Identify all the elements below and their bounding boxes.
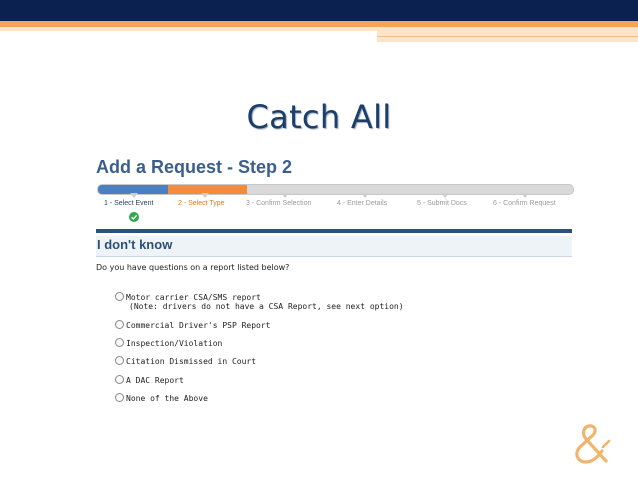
progress-marker xyxy=(361,193,369,198)
radio-button[interactable] xyxy=(115,393,124,402)
option-label: Inspection/Violation xyxy=(126,339,223,348)
radio-button[interactable] xyxy=(115,338,124,347)
option-label: A DAC Report xyxy=(126,376,184,385)
section-title: I don't know xyxy=(97,237,173,252)
slide-title: Catch All xyxy=(246,98,392,136)
question-text: Do you have questions on a report listed below? xyxy=(96,263,290,272)
option-inspection-violation[interactable] xyxy=(115,338,222,348)
progress-marker xyxy=(201,193,209,198)
section-divider xyxy=(96,229,572,233)
decorative-line xyxy=(377,36,638,37)
option-label: Motor carrier CSA/SMS report xyxy=(126,293,261,302)
option-citation-dismissed[interactable] xyxy=(115,356,256,366)
radio-button[interactable] xyxy=(115,320,124,329)
form-title: Add a Request - Step 2 xyxy=(96,157,293,177)
option-label: Citation Dismissed in Court xyxy=(126,357,257,366)
radio-button[interactable] xyxy=(115,375,124,384)
section-underline xyxy=(96,256,572,257)
step-3-label: 3 - Confirm Selection xyxy=(246,200,312,207)
progress-marker xyxy=(281,193,289,198)
progress-marker xyxy=(521,193,529,198)
step-6-label: 6 - Confirm Request xyxy=(493,200,556,207)
radio-button[interactable] xyxy=(115,292,124,301)
progress-marker xyxy=(130,193,138,198)
step-4-label: 4 - Enter Details xyxy=(337,200,388,207)
top-header-bar xyxy=(0,0,638,21)
step-1-label: 1 - Select Event xyxy=(104,200,154,207)
radio-button[interactable] xyxy=(115,356,124,365)
option-note: (Note: drivers do not have a CSA Report, see next option) xyxy=(129,302,404,311)
option-label: Commercial Driver's PSP Report xyxy=(126,321,271,330)
step-2-label: 2 - Select Type xyxy=(178,200,225,207)
check-circle-icon xyxy=(129,212,139,222)
option-psp-report[interactable] xyxy=(115,320,271,330)
option-motor-carrier-report[interactable] xyxy=(115,292,261,302)
step-5-label: 5 - Submit Docs xyxy=(417,200,467,207)
option-dac-report[interactable] xyxy=(115,375,184,385)
option-none-of-the-above[interactable] xyxy=(115,393,208,403)
ampersand-logo-icon xyxy=(572,421,614,465)
option-label: None of the Above xyxy=(126,394,208,403)
progress-bar xyxy=(97,184,574,195)
progress-marker xyxy=(441,193,449,198)
